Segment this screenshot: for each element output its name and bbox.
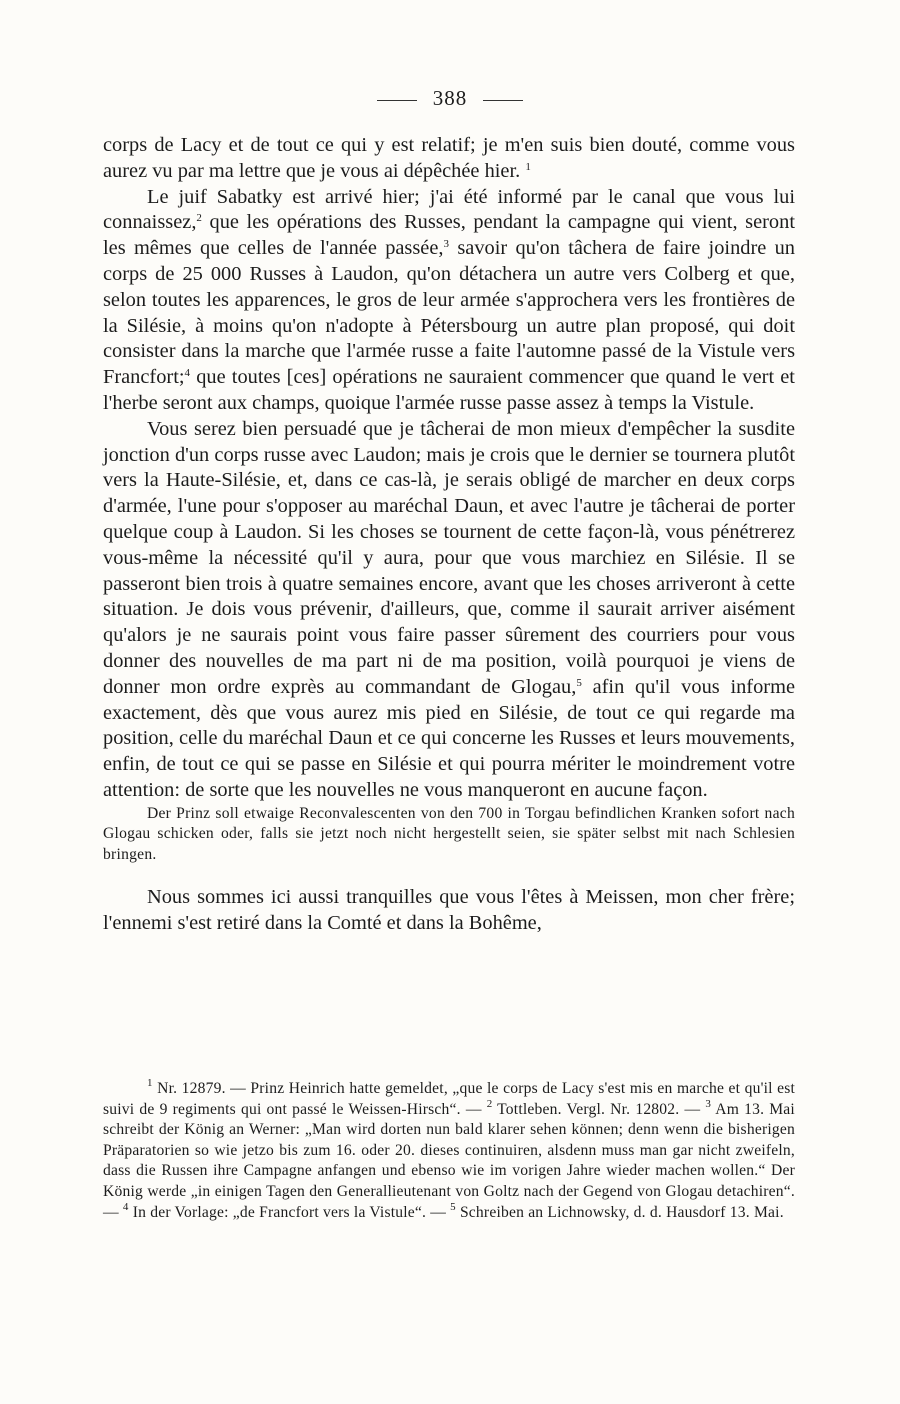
footnotes — [103, 1079, 795, 1223]
header-rule-left — [377, 100, 417, 101]
paragraph: Vous serez bien persuadé que je tâcherai de mon mieux d'empêcher la susdite jonction d'un corps russe avec Laudon; mais je crois que le dernier se tournera plutôt vers la Haute-Silésie, et, dans ce cas-là, je serais obligé de marcher en deux corps d'armée, l'une pour s'opposer au maréchal Daun, et avec l'autre je tâcherai de porter quelque coup à Laudon. Si les choses se tournent de cette façon-là, vous pénétrerez vous-même la nécessité qu'il y aura, pour que vous marchiez en Silésie. Il se passeront bien trois à quatre semaines encore, avant que les choses arriveront à cette situation. Je dois vous prévenir, d'ailleurs, que, comme il saurait arriver aisément qu'alors je ne saurais point vous faire passer sûrement des courriers pour vous donner des nouvelles de ma part ni de ma position, voilà pourquoi je viens de donner mon ordre exprès au commandant de Glogau,$^5$ afin qu'il vous informe exactement, dès que vous aurez mis pied en Silésie, de tout ce qui regarde ma position, celle du maréchal Daun et ce qui concerne les Russes et leurs mouvements, enfin, de tout ce qui se passe en Silésie et qui pourra mériter le moindrement votre attention: de sorte que les nouvelles ne vous manqueront en aucune façon. — [103, 417, 795, 801]
footnote-marker: 2 — [196, 212, 202, 225]
footnote-marker: 3 — [443, 238, 450, 251]
footnote-marker: 4 — [184, 367, 191, 380]
page-header — [0, 86, 900, 111]
footnote-marker: 5 — [576, 676, 582, 689]
header-rule-right — [483, 100, 523, 101]
paragraph: Nous sommes ici aussi tranquilles que vous l'êtes à Meissen, mon cher frère; l'ennemi s'est retiré dans la Comté et dans la Bohême, — [103, 886, 795, 935]
paragraph: corps de Lacy et de tout ce qui y est relatif; je m'en suis bien douté, comme vous aurez vu par ma lettre que je vous ai dépêchée hier. $^1$ — [103, 134, 795, 182]
page-number: 388 — [432, 86, 468, 110]
footnote-marker: 1 — [525, 160, 531, 173]
paragraph: Le juif Sabatky est arrivé hier; j'ai été informé par le canal que vous lui connaissez,$^2$ que les opérations des Russes, pendant la campagne qui vient, seront les mêmes que celles de l'année passée,$^3$ savoir qu'on tâchera de faire joindre un corps de 25 000 Russes à Laudon, qu'on détachera un autre vers Colberg et que, selon toutes les apparences, le gros de leur armée s'approchera vers les frontières de la Silésie, à moins qu'on n'adopte à Pétersbourg un autre plan proposé, qui doit consister dans la marche que l'armée russe a faite l'automne passé de la Vistule vers Francfort;$^4$ que toutes [ces] opérations ne sauraient commencer que quand le vert et l'herbe seront aux champs, quoique l'armée russe passe assez à temps la Vistule. — [103, 185, 796, 414]
footnote: $^1$ Nr. 12879. — Prinz Heinrich hatte gemeldet, „que le corps de Lacy s'est mis en marche et qu'il est suivi de 9 regiments qui ont passé le Weissen-Hirsch“. — $^2$ Tottleben. Vergl. Nr. 12802. — $^3$ Am 13. Mai schreibt der König an Werner: „Man wird dorten nun bald klarer sehen können; denn wenn die bisherigen Präparatorien so wie jetzo bis zum 16. oder 20. dieses continuiren, alsdenn muss man gar nicht zweifeln, dass die Russen ihre Campagne anfangen und ebenso wie im vorigen Jahre wieder machen wollen.“ Der König werde „in einigen Tagen den Generallieutenant von Goltz nach der Gegend von Glogau detachiren“. — $^4$ In der Vorlage: „de Francfort vers la Vistule“. — $^5$ Schreiben an Lichnowsky, d. d. Hausdorf 13. Mai. — [103, 1077, 795, 1221]
main-text — [103, 133, 795, 937]
summary-note: Der Prinz soll etwaige Reconvalescenten von den 700 in Torgau befindlichen Kranken sofort nach Glogau schicken oder, falls sie jetzt noch nicht hergestellt seien, sie später selbst mit nach Schlesien bringen. — [103, 804, 795, 863]
